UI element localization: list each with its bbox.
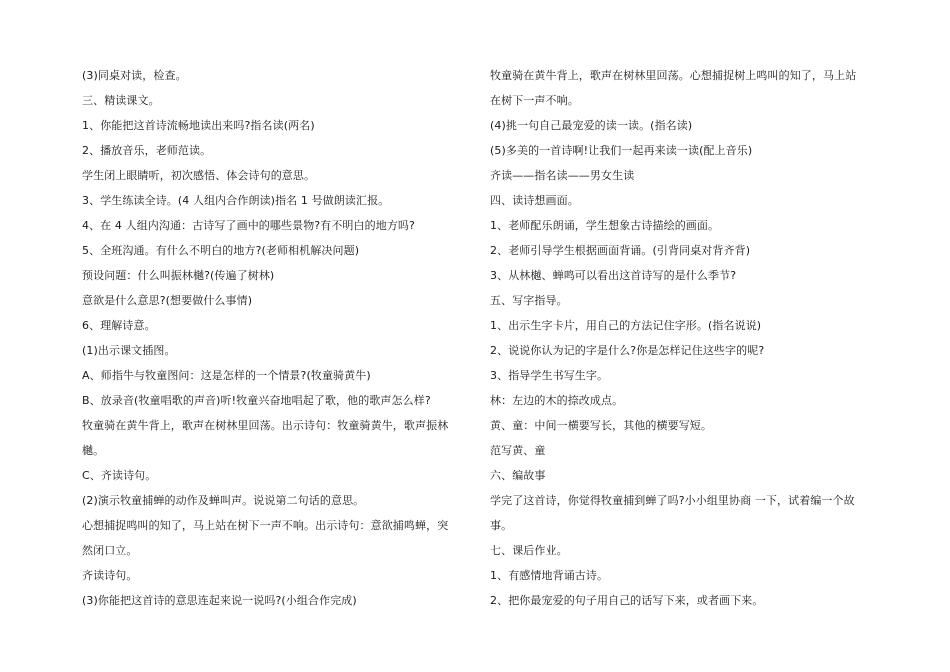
text-line: 然闭口立。 [82, 544, 138, 557]
section-heading: 四、读诗想画面。 [490, 194, 579, 207]
text-line: 林：左边的木的捺改成点。 [490, 394, 624, 407]
text-line: 2、把你最宠爱的句子用自己的话写下来，或者画下来。 [490, 594, 764, 607]
text-line: (4)挑一句自己最宠爱的读一读。(指名读) [490, 119, 693, 132]
text-line: 3、指导学生书写生字。 [490, 369, 609, 382]
text-line: (1)出示课文插图。 [82, 344, 176, 357]
text-line: 4、在 4 人组内沟通：古诗写了画中的哪些景物?有不明白的地方吗? [82, 219, 415, 232]
text-line: 齐读——指名读——男女生读 [490, 169, 635, 182]
text-line: 心想捕捉鸣叫的知了，马上站在树下一声不响。出示诗句：意欲捕鸣蝉，突 [82, 519, 449, 532]
text-line: 范写黄、童 [490, 444, 546, 457]
text-line: 事。 [490, 519, 513, 532]
text-line: 樾。 [82, 444, 105, 457]
text-line: 黄、童：中间一横要写长，其他的横要写短。 [490, 419, 712, 432]
text-line: 意欲是什么意思?(想要做什么事情) [82, 294, 253, 307]
section-heading: 七、课后作业。 [490, 544, 568, 557]
text-line: 在树下一声不响。 [490, 94, 579, 107]
left-column [82, 63, 454, 613]
section-heading: 三、精读课文。 [82, 94, 160, 107]
text-line: 1、出示生字卡片，用自己的方法记住字形。(指名说说) [490, 319, 762, 332]
text-line: 齐读诗句。 [82, 569, 138, 582]
text-line: (3)你能把这首诗的意思连起来说一说吗?(小组合作完成) [82, 594, 357, 607]
text-line: 2、老师引导学生根据画面背诵。(引背同桌对背齐背) [490, 244, 751, 257]
text-line: 5、全班沟通。有什么不明白的地方?(老师相机解决问题) [82, 244, 360, 257]
text-line: 学完了这首诗，你觉得牧童捕到蝉了吗?小小组里协商 一下，试着编一个故 [490, 494, 855, 507]
text-line: C、齐读诗句。 [82, 469, 157, 482]
section-heading: 六、编故事 [490, 469, 546, 482]
text-line: 3、学生练读全诗。(4 人组内合作朗读)指名 1 号做朗读汇报。 [82, 194, 390, 207]
text-line: (3)同桌对读，检查。 [82, 69, 187, 82]
text-line: 1、有感情地背诵古诗。 [490, 569, 609, 582]
right-column [490, 63, 882, 613]
text-line: 牧童骑在黄牛背上，歌声在树林里回荡。出示诗句：牧童骑黄牛，歌声振林 [82, 419, 449, 432]
text-line: 1、你能把这首诗流畅地读出来吗?指名读(两名) [82, 119, 315, 132]
text-line: 6、理解诗意。 [82, 319, 156, 332]
text-line: A、师指牛与牧童图问：这是怎样的一个情景?(牧童骑黄牛) [82, 369, 371, 382]
text-line: 3、从林樾、蝉鸣可以看出这首诗写的是什么季节? [490, 269, 737, 282]
text-line: 预设问题：什么叫振林樾?(传遍了树林) [82, 269, 275, 282]
text-line: 1、老师配乐朗诵，学生想象古诗描绘的画面。 [490, 219, 720, 232]
text-line: B、放录音(牧童唱歌的声音)听!牧童兴奋地唱起了歌，他的歌声怎么样? [82, 394, 431, 407]
text-line: 牧童骑在黄牛背上，歌声在树林里回荡。心想捕捉树上鸣叫的知了，马上站 [490, 69, 857, 82]
text-line: 2、播放音乐，老师范读。 [82, 144, 212, 157]
text-line: (5)多美的一首诗啊!让我们一起再来读一读(配上音乐) [490, 144, 753, 157]
text-line: 学生闭上眼睛听，初次感悟、体会诗句的意思。 [82, 169, 316, 182]
text-line: 2、说说你认为记的字是什么?你是怎样记住这些字的呢? [490, 344, 765, 357]
text-line: (2)演示牧童捕蝉的动作及蝉叫声。说说第二句话的意思。 [82, 494, 365, 507]
section-heading: 五、写字指导。 [490, 294, 568, 307]
